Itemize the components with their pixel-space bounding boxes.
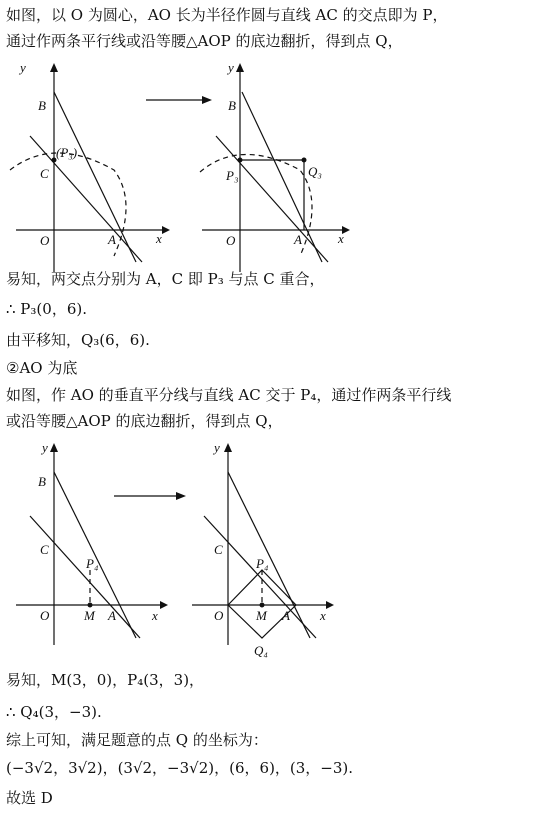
- label-y: y: [20, 60, 26, 75]
- label-y: y: [228, 60, 234, 75]
- label-c: C: [40, 166, 49, 181]
- label-a: A: [108, 232, 116, 247]
- figure-2: [182, 60, 372, 250]
- x-arrow: [162, 226, 170, 234]
- text-line-11: 综上可知，满足题意的点 Q 的坐标为：: [6, 731, 268, 749]
- text-line-2: 通过作两条平行线或沿等腰△AOP 的底边翻折，得到点 Q，: [6, 32, 403, 50]
- text-line-4: ∴ P₃(0，6).: [6, 300, 87, 318]
- label-a: A: [108, 608, 116, 623]
- label-a: A: [294, 232, 302, 247]
- label-p3: P₃: [226, 168, 239, 183]
- label-b: B: [228, 98, 236, 113]
- label-p4: P₄: [86, 556, 99, 571]
- label-m: M: [256, 608, 267, 623]
- y-arrow: [224, 443, 232, 452]
- y-arrow: [236, 63, 244, 72]
- transform-arrow-2: [114, 490, 194, 502]
- text-line-7: 如图，作 AO 的垂直平分线与直线 AC 交于 P₄，通过作两条平行线: [6, 386, 452, 404]
- text-line-3: 易知，两交点分别为 A，C 即 P₃ 与点 C 重合，: [6, 270, 325, 288]
- label-o: O: [214, 608, 224, 623]
- label-b: B: [38, 98, 46, 113]
- label-y: y: [214, 440, 220, 455]
- text-line-13: 故选 D: [6, 789, 53, 807]
- label-c: C: [214, 542, 223, 557]
- label-p3: (P₃): [56, 145, 78, 160]
- label-x: x: [338, 231, 344, 246]
- label-o: O: [40, 233, 50, 248]
- label-y: y: [42, 440, 48, 455]
- text-line-9: 易知，M(3，0)，P₄(3，3)，: [6, 671, 205, 689]
- label-m: M: [84, 608, 95, 623]
- label-o: O: [226, 233, 236, 248]
- label-a: A: [282, 608, 290, 623]
- text-line-1: 如图，以 O 为圆心，AO 长为半径作圆与直线 AC 的交点即为 P，: [6, 6, 448, 24]
- text-line-10: ∴ Q₄(3，−3).: [6, 703, 102, 721]
- label-q4: Q₄: [254, 643, 268, 658]
- figure-4: [186, 440, 366, 660]
- point-m: [88, 603, 93, 608]
- label-b: B: [38, 474, 46, 489]
- label-p4: P₄: [256, 556, 269, 571]
- text-line-5: 由平移知，Q₃(6，6).: [6, 331, 150, 349]
- label-x: x: [152, 608, 158, 623]
- x-arrow: [160, 601, 168, 609]
- y-arrow: [50, 443, 58, 452]
- text-line-8: 或沿等腰△AOP 的底边翻折，得到点 Q，: [6, 412, 283, 430]
- x-arrow: [326, 601, 334, 609]
- label-x: x: [320, 608, 326, 623]
- text-line-12: (−3√2，3√2)，(3√2，−3√2)，(6，6)，(3，−3).: [6, 759, 354, 777]
- figure-3: [10, 440, 190, 640]
- point-p3: [238, 158, 243, 163]
- label-q3: Q₃: [308, 164, 322, 179]
- label-o: O: [40, 608, 50, 623]
- y-arrow: [50, 63, 58, 72]
- label-c: C: [40, 542, 49, 557]
- label-x: x: [156, 231, 162, 246]
- figure-1: [10, 60, 190, 250]
- text-line-6: ②AO 为底: [6, 359, 78, 377]
- point-m: [260, 603, 265, 608]
- point-q3: [302, 158, 307, 163]
